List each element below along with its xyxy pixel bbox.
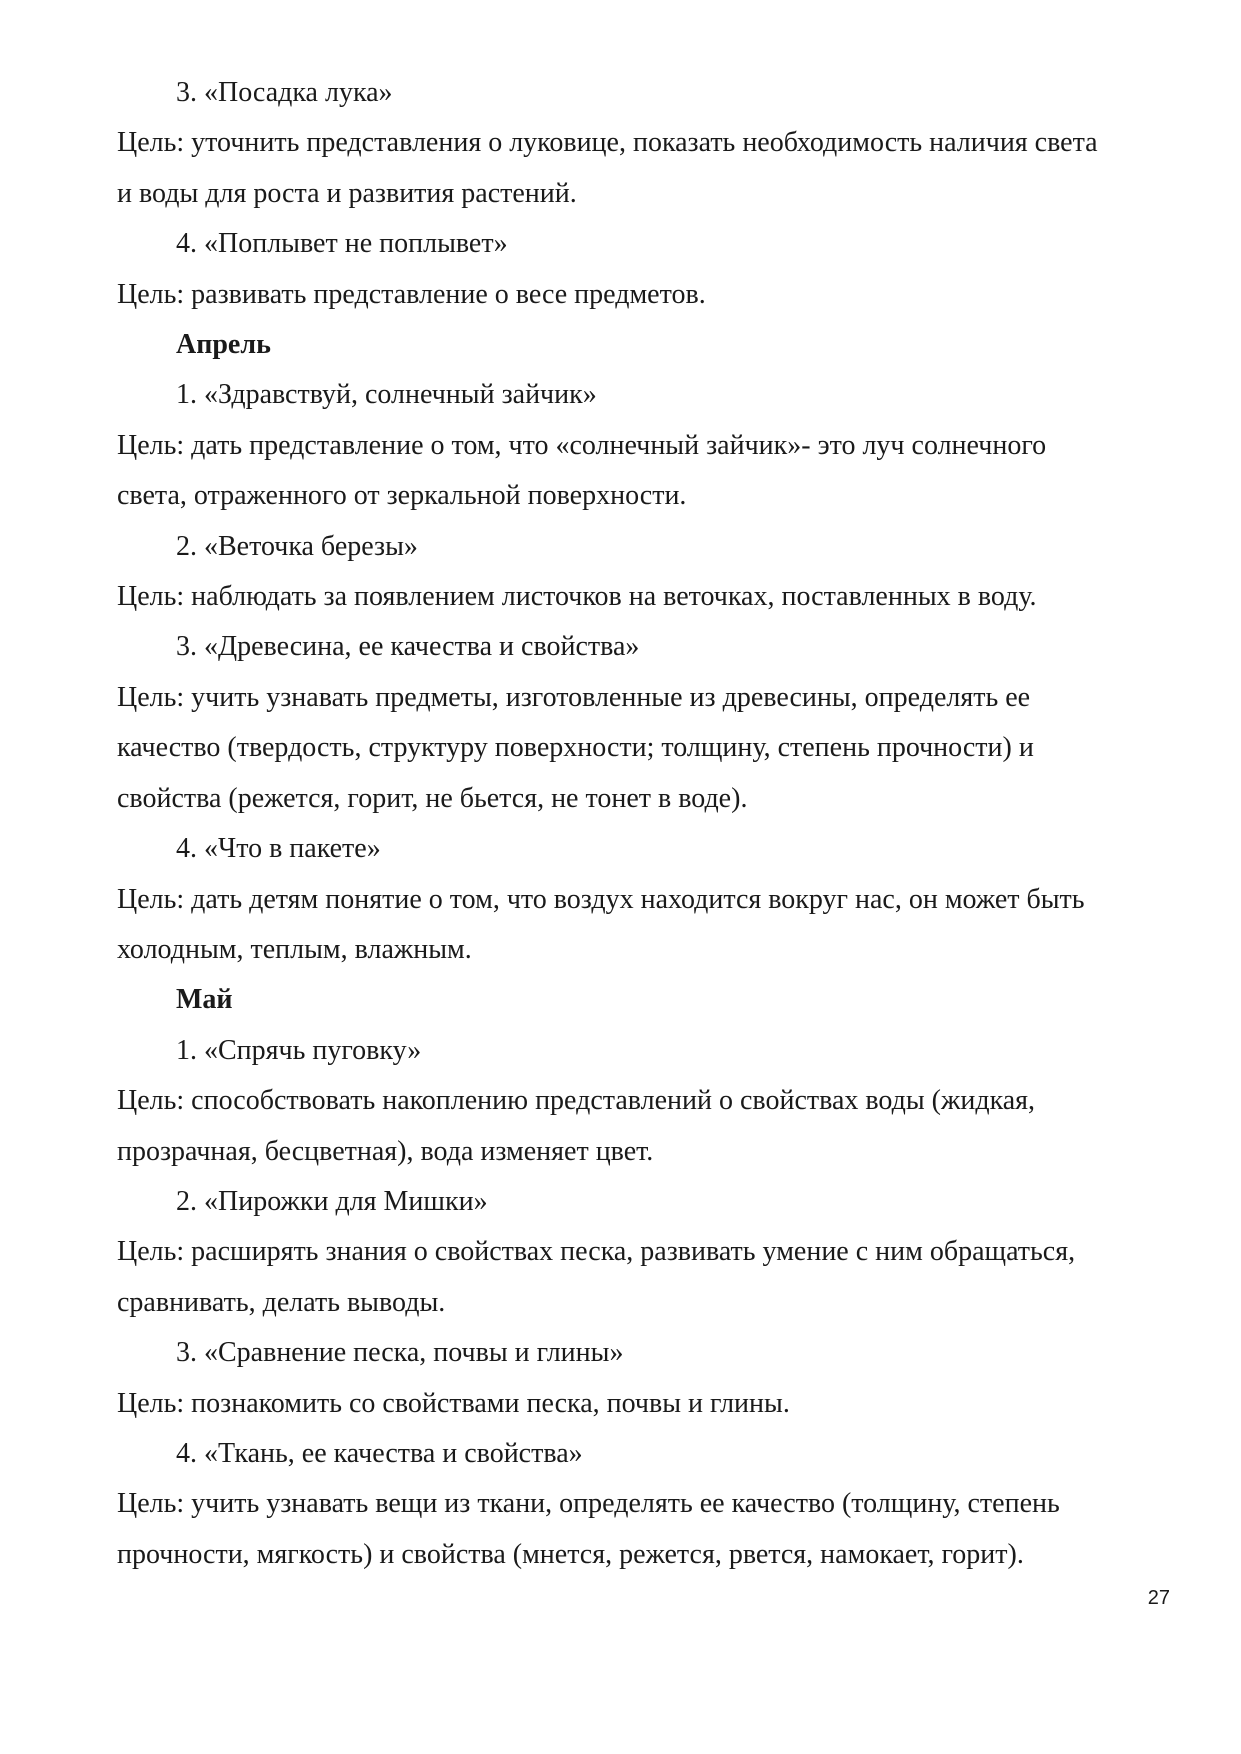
goal-line: Цель: наблюдать за появлением листочков на веточках, поставленных в воду. <box>117 581 1037 613</box>
month-heading: Апрель <box>176 329 271 361</box>
goal-line: Цель: учить узнавать вещи из ткани, определять ее качество (толщину, степень <box>117 1488 1060 1520</box>
experiment-title: 4. «Поплывет не поплывет» <box>176 228 508 260</box>
goal-line: и воды для роста и развития растений. <box>117 177 577 209</box>
goal-line: холодным, теплым, влажным. <box>117 933 472 965</box>
experiment-title: 1. «Спрячь пуговку» <box>176 1034 422 1066</box>
experiment-goal <box>117 572 1147 622</box>
goal-line: прочности, мягкость) и свойства (мнется, режется, рвется, намокает, горит). <box>117 1538 1024 1570</box>
experiment-title: 2. «Веточка березы» <box>176 530 418 562</box>
experiment-goal <box>117 270 1147 320</box>
experiment-title: 3. «Сравнение песка, почвы и глины» <box>176 1337 624 1369</box>
goal-line: Цель: дать детям понятие о том, что воздух находится вокруг нас, он может быть <box>117 883 1085 915</box>
goal-line: прозрачная, бесцветная), вода изменяет цвет. <box>117 1135 654 1167</box>
experiment-goal <box>117 1076 1147 1177</box>
experiment-title: 2. «Пирожки для Мишки» <box>176 1185 488 1217</box>
experiment-title: 4. «Что в пакете» <box>176 833 381 865</box>
experiment-goal <box>117 421 1147 522</box>
goal-line: свойства (режется, горит, не бьется, не тонет в воде). <box>117 782 748 814</box>
experiment-title: 3. «Посадка лука» <box>176 77 393 108</box>
goal-line: Цель: учить узнавать предметы, изготовленные из древесины, определять ее <box>117 681 1031 713</box>
goal-line: Цель: расширять знания о свойствах песка, развивать умение с ним обращаться, <box>117 1236 1076 1268</box>
experiment-goal <box>117 118 1147 219</box>
experiment-goal <box>117 875 1147 976</box>
experiment-goal <box>117 673 1147 824</box>
experiment-goal <box>117 1479 1147 1580</box>
goal-line: Цель: способствовать накоплению представлений о свойствах воды (жидкая, <box>117 1085 1036 1117</box>
experiment-goal <box>117 1379 1147 1429</box>
goal-line: качество (твердость, структуру поверхности; толщину, степень прочности) и <box>117 732 1034 764</box>
experiment-title: 3. «Древесина, ее качества и свойства» <box>176 631 640 663</box>
experiment-title: 4. «Ткань, ее качества и свойства» <box>176 1437 583 1469</box>
experiment-title: 1. «Здравствуй, солнечный зайчик» <box>176 379 597 411</box>
goal-line: света, отраженного от зеркальной поверхности. <box>117 480 687 512</box>
goal-line: Цель: уточнить представления о луковице, показать необходимость наличия света <box>117 127 1098 159</box>
goal-line: Цель: познакомить со свойствами песка, почвы и глины. <box>117 1387 790 1419</box>
goal-line: сравнивать, делать выводы. <box>117 1286 446 1318</box>
month-heading: Май <box>176 984 233 1016</box>
page-content <box>117 68 1147 1580</box>
goal-line: Цель: развивать представление о весе предметов. <box>117 278 706 310</box>
page-number: 27 <box>1147 1587 1170 1609</box>
experiment-goal <box>117 1227 1147 1328</box>
goal-line: Цель: дать представление о том, что «солнечный зайчик»- это луч солнечного <box>117 429 1047 461</box>
